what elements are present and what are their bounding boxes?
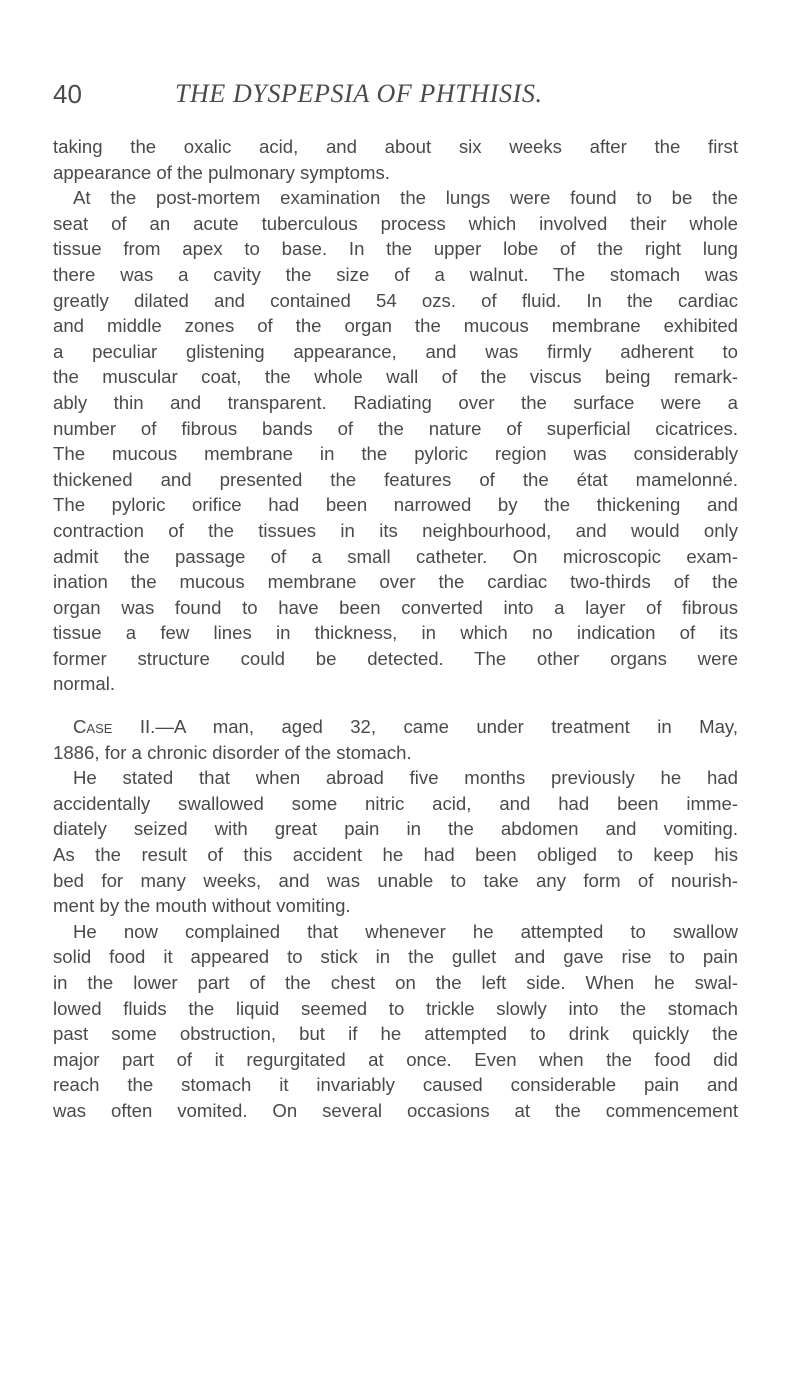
case-label: Case II. <box>73 716 156 738</box>
text-line: bed for many weeks, and was unable to take any form of nourish- <box>53 869 738 891</box>
paragraph <box>53 134 738 185</box>
text-line: seat of an acute tuberculous process which involved their whole <box>53 212 738 234</box>
text-line: ination the mucous membrane over the cardiac two-thirds of the <box>53 571 738 593</box>
text-line: He now complained that whenever he attempted to swallow <box>73 920 738 942</box>
page-number: 40 <box>53 79 82 109</box>
text-line: major part of it regurgitated at once. Even when the food did <box>53 1048 738 1070</box>
text-line-content: —A man, aged 32, came under treatment in May, <box>155 716 738 738</box>
text-line: taking the oxalic acid, and about six weeks after the first <box>53 136 738 157</box>
text-line: As the result of this accident he had been obliged to keep his <box>53 844 738 866</box>
text-line: greatly dilated and contained 54 ozs. of fluid. In the cardiac <box>53 289 738 311</box>
text-line: number of fibrous bands of the nature of superficial cicatrices. <box>53 417 738 439</box>
paragraph <box>53 185 738 697</box>
text-line: the muscular coat, the whole wall of the viscus being remark- <box>53 366 738 388</box>
text-line: appearance of the pulmonary symptoms. <box>53 161 390 183</box>
text-line: ment by the mouth without vomiting. <box>53 895 351 917</box>
text-line: reach the stomach it invariably caused considerable pain and <box>53 1074 738 1096</box>
text-line: organ was found to have been converted into a layer of fibrous <box>53 596 738 618</box>
text-line: normal. <box>53 673 116 695</box>
page-header <box>0 77 800 111</box>
text-line: diately seized with great pain in the abdomen and vomiting. <box>53 818 738 840</box>
text-line: He stated that when abroad five months previously he had <box>73 767 738 789</box>
text-line: and middle zones of the organ the mucous membrane exhibited <box>53 315 738 337</box>
text-line <box>53 714 738 740</box>
text-line: thickened and presented the features of the état mamelonné. <box>53 468 738 490</box>
text-line: accidentally swallowed some nitric acid, and had been imme- <box>53 792 738 814</box>
text-line: former structure could be detected. The other organs were <box>53 647 738 669</box>
text-line: tissue from apex to base. In the upper lobe of the right lung <box>53 238 738 260</box>
text-line: ably thin and transparent. Radiating over the surface were a <box>53 391 738 413</box>
text-line: in the lower part of the chest on the left side. When he swal- <box>53 972 738 993</box>
text-line: a peculiar glistening appearance, and was firmly adherent to <box>53 340 738 362</box>
paragraph <box>53 919 738 1124</box>
body-text <box>53 134 738 1124</box>
running-title: THE DYSPEPSIA OF PHTHISIS. <box>175 79 543 108</box>
text-line: there was a cavity the size of a walnut. The stomach was <box>53 263 738 285</box>
paragraph-gap <box>53 697 738 714</box>
text-line: At the post-mortem examination the lungs were found to be the <box>73 187 738 209</box>
text-line: was often vomited. On several occasions at the commencement <box>53 1099 738 1121</box>
text-line: admit the passage of a small catheter. On microscopic exam- <box>53 545 738 567</box>
text-line: The pyloric orifice had been narrowed by the thickening and <box>53 494 738 516</box>
text-line: solid food it appeared to stick in the gullet and gave rise to pain <box>53 946 738 968</box>
text-line: past some obstruction, but if he attempted to drink quickly the <box>53 1023 738 1045</box>
text-line: The mucous membrane in the pyloric region was considerably <box>53 443 738 465</box>
paragraph <box>53 765 738 919</box>
paragraph <box>53 714 738 765</box>
text-line: contraction of the tissues in its neighbourhood, and would only <box>53 519 738 541</box>
text-line: lowed fluids the liquid seemed to trickle slowly into the stomach <box>53 997 738 1019</box>
text-line: 1886, for a chronic disorder of the stomach. <box>53 741 412 763</box>
text-line: tissue a few lines in thickness, in which no indication of its <box>53 622 738 644</box>
